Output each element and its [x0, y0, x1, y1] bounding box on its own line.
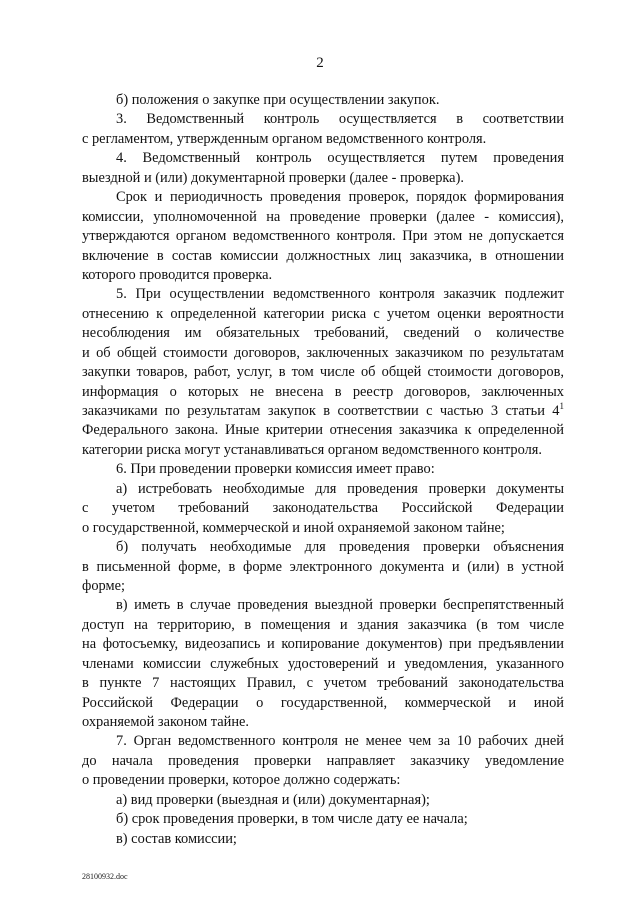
text-line [82, 91, 564, 110]
text-line-content: б) получать необходимые для проведения проверки объяснения [116, 539, 564, 556]
text-line [82, 519, 564, 538]
text-line [82, 441, 564, 460]
text-line-content: в пункте 7 настоящих Правил, с учетом требований законодательства [82, 675, 564, 692]
text-line [82, 130, 564, 149]
text-line-content: а) истребовать необходимые для проведения проверки документы [116, 480, 564, 497]
text-line-content: б) положения о закупке при осуществлении закупок. [116, 92, 440, 108]
text-line-content: членами комиссии служебных удостоверений и уведомления, указанного [82, 655, 564, 672]
text-line [82, 771, 564, 790]
text-line-content: доступ на территорию, в помещения и здания заказчика (в том числе [82, 616, 564, 633]
text-line [82, 635, 564, 654]
text-line-content: 3. Ведомственный контроль осуществляется в соответствии [116, 111, 564, 128]
text-line [82, 577, 564, 596]
text-line-content: с учетом требований законодательства Российской Федерации [82, 500, 564, 517]
text-line [82, 247, 564, 266]
text-line [82, 830, 564, 849]
file-name-footer: 28100932.doc [82, 872, 128, 881]
text-line-content: 6. При проведении проверки комиссия имеет право: [116, 461, 435, 478]
text-line-content: с регламентом, утвержденным органом ведомственного контроля. [82, 130, 487, 147]
text-line [82, 752, 564, 771]
text-line [82, 460, 564, 479]
text-line [82, 110, 564, 129]
text-line-content: Федерального закона. Иные критерии отнесения заказчика к определенной [82, 422, 564, 439]
text-line [82, 480, 564, 499]
text-line [82, 324, 564, 343]
text-line [82, 499, 564, 518]
text-line-content: форме; [82, 577, 125, 594]
text-line-content: отнесению к определенной категории риска с учетом оценки вероятности [82, 305, 564, 322]
text-line-content: и об общей стоимости договоров, заключенных заказчиком по результатам [82, 344, 564, 361]
text-line [82, 694, 564, 713]
text-line [82, 169, 564, 188]
text-line-content: охраняемой законом тайне. [82, 714, 250, 730]
text-line [82, 674, 564, 693]
text-line-content: заказчиками по результатам закупок в соответствии с частью 3 статьи 4 [82, 403, 560, 419]
text-line-content: несоблюдения им обязательных требований, сведений о количестве [82, 325, 564, 342]
text-line [82, 810, 564, 829]
text-line-content: о государственной, коммерческой и иной охраняемой законом тайне; [82, 519, 505, 536]
text-line-content: выездной и (или) документарной проверки (далее - проверка). [82, 169, 464, 186]
text-line-content: закупки товаров, работ, услуг, в том числе об общей стоимости договоров, [82, 364, 564, 381]
text-line [82, 596, 564, 615]
text-line-content: а) вид проверки (выездная и (или) документарная); [116, 791, 430, 808]
text-line-content: Срок и периодичность проведения проверок, порядок формирования [116, 189, 564, 206]
text-line-content: которого проводится проверка. [82, 266, 273, 283]
text-line [82, 538, 564, 557]
text-line-content: б) срок проведения проверки, в том числе дату ее начала; [116, 811, 468, 828]
text-line-content: на фотосъемку, видеозапись и копирование документов) при предъявлении [82, 636, 564, 653]
text-line [82, 616, 564, 635]
text-line-content: в письменной форме, в форме электронного документа и (или) в устной [82, 558, 564, 575]
text-line [82, 383, 564, 402]
text-line-content: 7. Орган ведомственного контроля не менее чем за 10 рабочих дней [116, 733, 564, 750]
text-line [82, 713, 564, 732]
text-line-content: Российской Федерации о государственной, коммерческой и иной [82, 694, 564, 711]
text-line-content: 4. Ведомственный контроль осуществляется путем проведения [116, 150, 564, 167]
text-line [82, 285, 564, 304]
text-line [82, 344, 564, 363]
text-line-content: информация о которых не внесена в реестр договоров, заключенных [82, 383, 564, 400]
text-line [82, 558, 564, 577]
text-line [82, 732, 564, 751]
text-line [82, 266, 564, 285]
text-line-content: в) состав комиссии; [116, 830, 237, 847]
text-line [82, 149, 564, 168]
text-line-content: утверждаются органом ведомственного контроля. При этом не допускается [82, 228, 564, 245]
text-line [82, 655, 564, 674]
page-number: 2 [316, 55, 324, 71]
text-line [82, 421, 564, 440]
document-body [82, 91, 564, 849]
superscript: 1 [559, 401, 564, 411]
text-line-content: до начала проведения проверки направляет заказчику уведомление [82, 752, 564, 769]
text-line-content: в) иметь в случае проведения выездной проверки беспрепятственный [116, 597, 564, 614]
text-line [82, 791, 564, 810]
text-line [82, 208, 564, 227]
text-line [82, 363, 564, 382]
text-line-content: комиссии, уполномоченной на проведение проверки (далее - комиссия), [82, 208, 564, 225]
text-line [82, 402, 564, 421]
text-line [82, 227, 564, 246]
text-line-content: о проведении проверки, которое должно содержать: [82, 772, 401, 789]
text-line-content: 5. При осуществлении ведомственного контроля заказчик подлежит [116, 286, 564, 303]
text-line [82, 305, 564, 324]
text-line-content: включение в состав комиссии должностных лиц заказчика, в отношении [82, 247, 564, 264]
text-line-content: категории риска могут устанавливаться органом ведомственного контроля. [82, 441, 543, 458]
text-line [82, 188, 564, 207]
